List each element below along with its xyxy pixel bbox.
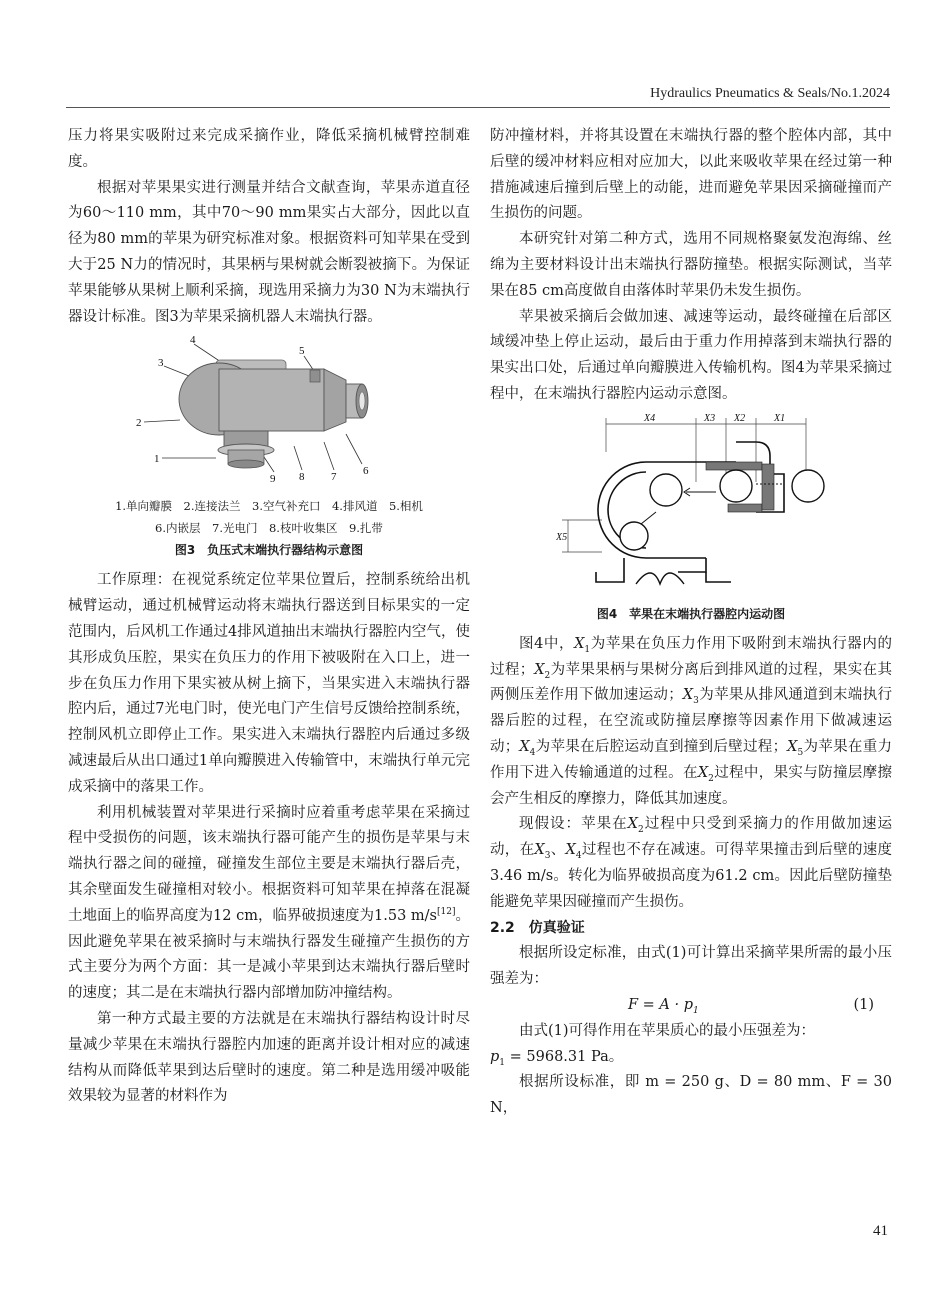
equation-body: $F = A \cdot p_1$ [628, 996, 699, 1016]
text-run: 过程中，果实与防撞层摩擦会产生相反的摩擦力，降低其加速度。 [490, 764, 892, 807]
fig4-label: X2 [734, 412, 746, 424]
paragraph: 根据所设定标准，由式(1)可计算出采摘苹果所需的最小压强差为： [490, 945, 892, 988]
paragraph: 工作原理：在视觉系统定位苹果位置后，控制系统给出机械臂运动，通过机械臂运动将末端执行器送到目标果实的一定范围内，后风机工作通过4排风道抽出末端执行器腔内空气，使其形成负压腔，果实在负压力的作用下被吸附在入口上，进一步在负压力作用下果实被从树上摘下，当果实进入末端执行器腔内后，通过7光电门时，使光电门产生信号反馈给控制系统，控制风机立即停止工作。果实进入末端执行器腔内后通过多级减速最后从出口通过1单向瓣膜进入传输管中，末端执行单元完成采摘中的落果工作。 [68, 572, 470, 795]
paragraph: 第一种方式最主要的方法就是在末端执行器结构设计时尽量减少苹果在末端执行器腔内加速的距离并设计相对应的减速结构从而降低苹果到达后壁时的速度。第二种是选用缓冲吸能效果较为显著的材料作为 [68, 1010, 470, 1105]
paragraph [68, 801, 470, 1007]
fig3-label: 4 [190, 334, 196, 347]
fig3-label: 7 [331, 471, 337, 484]
fig4-label: X1 [774, 412, 786, 424]
citation: [12] [437, 906, 456, 917]
paragraph: 防冲撞材料，并将其设置在末端执行器的整个腔体内部，其中后壁的缓冲材料应相对应加大，以此来吸收苹果在经过第一种措施减速后撞到后壁上的动能，进而避免苹果因采摘碰撞而产生损伤的问题。 [490, 128, 892, 222]
paragraph: 由式(1)可得作用在苹果质心的最小压强差为： [519, 1022, 816, 1039]
page-number: 41 [873, 1223, 888, 1239]
text-run: 为苹果在后腔运动直到撞到后壁过程； [535, 738, 788, 755]
header-rule [66, 107, 890, 108]
fig3-legend-line: 1.单向瓣膜 2.连接法兰 3.空气补充口 4.排风道 5.相机 [115, 499, 423, 514]
left-column [68, 124, 470, 1110]
text-run: 为苹果在重力作用下进入传输通道的过程。在 [490, 738, 893, 781]
figure-3 [68, 334, 470, 560]
fig3-legend-line: 6.内嵌层 7.光电门 8.枝叶收集区 9.扎带 [155, 521, 383, 536]
fig3-label: 3 [158, 357, 164, 370]
equation-number: (1) [853, 996, 874, 1013]
fig4-label: X5 [556, 531, 568, 543]
equation-1 [490, 993, 892, 1019]
fig4-label: X3 [704, 412, 716, 424]
paragraph: $p_1 = 5968.31$ Pa。 [490, 1048, 624, 1068]
text-run: 为苹果从排风通道到末端执行器后腔的过程，在空流或防撞层摩擦等因素作用下做减速运动； [490, 687, 893, 755]
text-run: 利用机械装置对苹果进行采摘时应着重考虑苹果在采摘过程中受损伤的问题，该末端执行器可能产生的损伤是苹果与末端执行器之间的碰撞，碰撞发生部位主要是末端执行器后壳，其余壁面发生碰撞相对较小。根据资料可知苹果在掉落在混凝土地面上的临界高度为12 cm，临界破损速度为1.53 m/s [68, 804, 470, 924]
end-effector-drawing [124, 334, 414, 494]
paragraph: 图4中，$X_1$为苹果在负压力作用下吸附到末端执行器内的过程；$X_2$为苹果果柄与果树分离后到排风道的过程，果实在其两侧压差作用下做加速运动；$X_3$为苹果从排风通道到末端执行器后腔的过程，在空流或防撞层摩擦等因素作用下做减速运动；$X_4$为苹果在后腔运动直到撞到后壁过程；$X_5$为苹果在重力作用下进入传输通道的过程。在$X_2$过程中，果实与防撞层摩擦会产生相反的摩擦力，降低其加速度。 [490, 635, 893, 807]
figure-caption: 图3 负压式末端执行器结构示意图 [174, 543, 364, 558]
paragraph: 苹果被采摘后会做加速、减速等运动，最终碰撞在后部区域缓冲垫上停止运动，最后由于重力作用掉落到末端执行器的果实出口处，后通过单向瓣膜进入传输机构。图4为苹果采摘过程中，在末端执行器腔内运动示意图。 [490, 308, 892, 402]
paragraph: 根据对苹果果实进行测量并结合文献查询，苹果赤道直径为60～110 mm，其中70～90 mm果实占大部分，因此以直径为80 mm的苹果为研究标准对象。根据资料可知苹果在受到大于25 N力的情况时，其果柄与果树就会断裂被摘下。为保证苹果能够从果树上顺利采摘，现选用采摘力为30 N为末端执行器设计标准。图3为苹果采摘机器人末端执行器。 [68, 179, 470, 325]
fig3-label: 1 [154, 453, 160, 466]
right-column [490, 124, 892, 1122]
text-run: 图4中， [519, 635, 575, 652]
fig3-label: 2 [136, 417, 142, 430]
motion-diagram [556, 412, 826, 602]
running-header: Hydraulics Pneumatics & Seals/No.1.2024 [650, 86, 890, 101]
paragraph: 压力将果实吸附过来完成采摘作业，降低采摘机械臂控制难度。 [68, 128, 470, 170]
paragraph: 根据所设标准，即 m = 250 g、D = 80 mm、F = 30 N， [490, 1074, 892, 1117]
figure-4 [490, 412, 892, 624]
equation-text: F = A · p [628, 996, 694, 1013]
text-run: 。因此避免苹果在被采摘时与末端执行器发生碰撞产生损伤的方式主要分为两个方面：其一是减小苹果到达末端执行器后壁时的速度；其二是在末端执行器内部增加防冲撞结构。 [68, 907, 471, 1002]
fig3-label: 9 [270, 473, 276, 486]
text-run: = 5968.31 Pa。 [509, 1048, 624, 1065]
text-run: 过程也不存在减速。可得苹果撞击到后壁的速度3.46 m/s。转化为临界破损高度为61.2 cm。因此后壁防撞垫能避免苹果因碰撞而产生损伤。 [490, 842, 893, 910]
section-heading: 2.2 仿真验证 [490, 919, 585, 936]
fig3-label: 5 [299, 345, 305, 358]
text-run: 为苹果在负压力作用下吸附到末端执行器内的过程； [490, 635, 892, 678]
figure-caption: 图4 苹果在末端执行器腔内运动图 [596, 606, 786, 621]
paragraph: 现假设：苹果在$X_2$过程中只受到采摘力的作用做加速运动，在$X_3$、$X_4$过程也不存在减速。可得苹果撞击到后壁的速度3.46 m/s。转化为临界破损高度为61.2 cm。因此后壁防撞垫能避免苹果因碰撞而产生损伤。 [490, 816, 893, 910]
text-run: 现假设：苹果在 [519, 816, 628, 833]
fig3-label: 8 [299, 471, 305, 484]
fig3-label: 6 [363, 465, 369, 478]
text-run: 为苹果果柄与果树分离后到排风道的过程，果实在其两侧压差作用下做加速运动； [490, 661, 893, 704]
text-run: 过程中只受到采摘力的作用做加速运动，在 [490, 816, 893, 859]
fig4-label: X4 [644, 412, 656, 424]
paragraph: 本研究针对第二种方式，选用不同规格聚氨发泡海绵、丝绵为主要材料设计出末端执行器防撞垫。根据实际测试，当苹果在85 cm高度做自由落体时苹果仍未发生损伤。 [490, 231, 892, 299]
